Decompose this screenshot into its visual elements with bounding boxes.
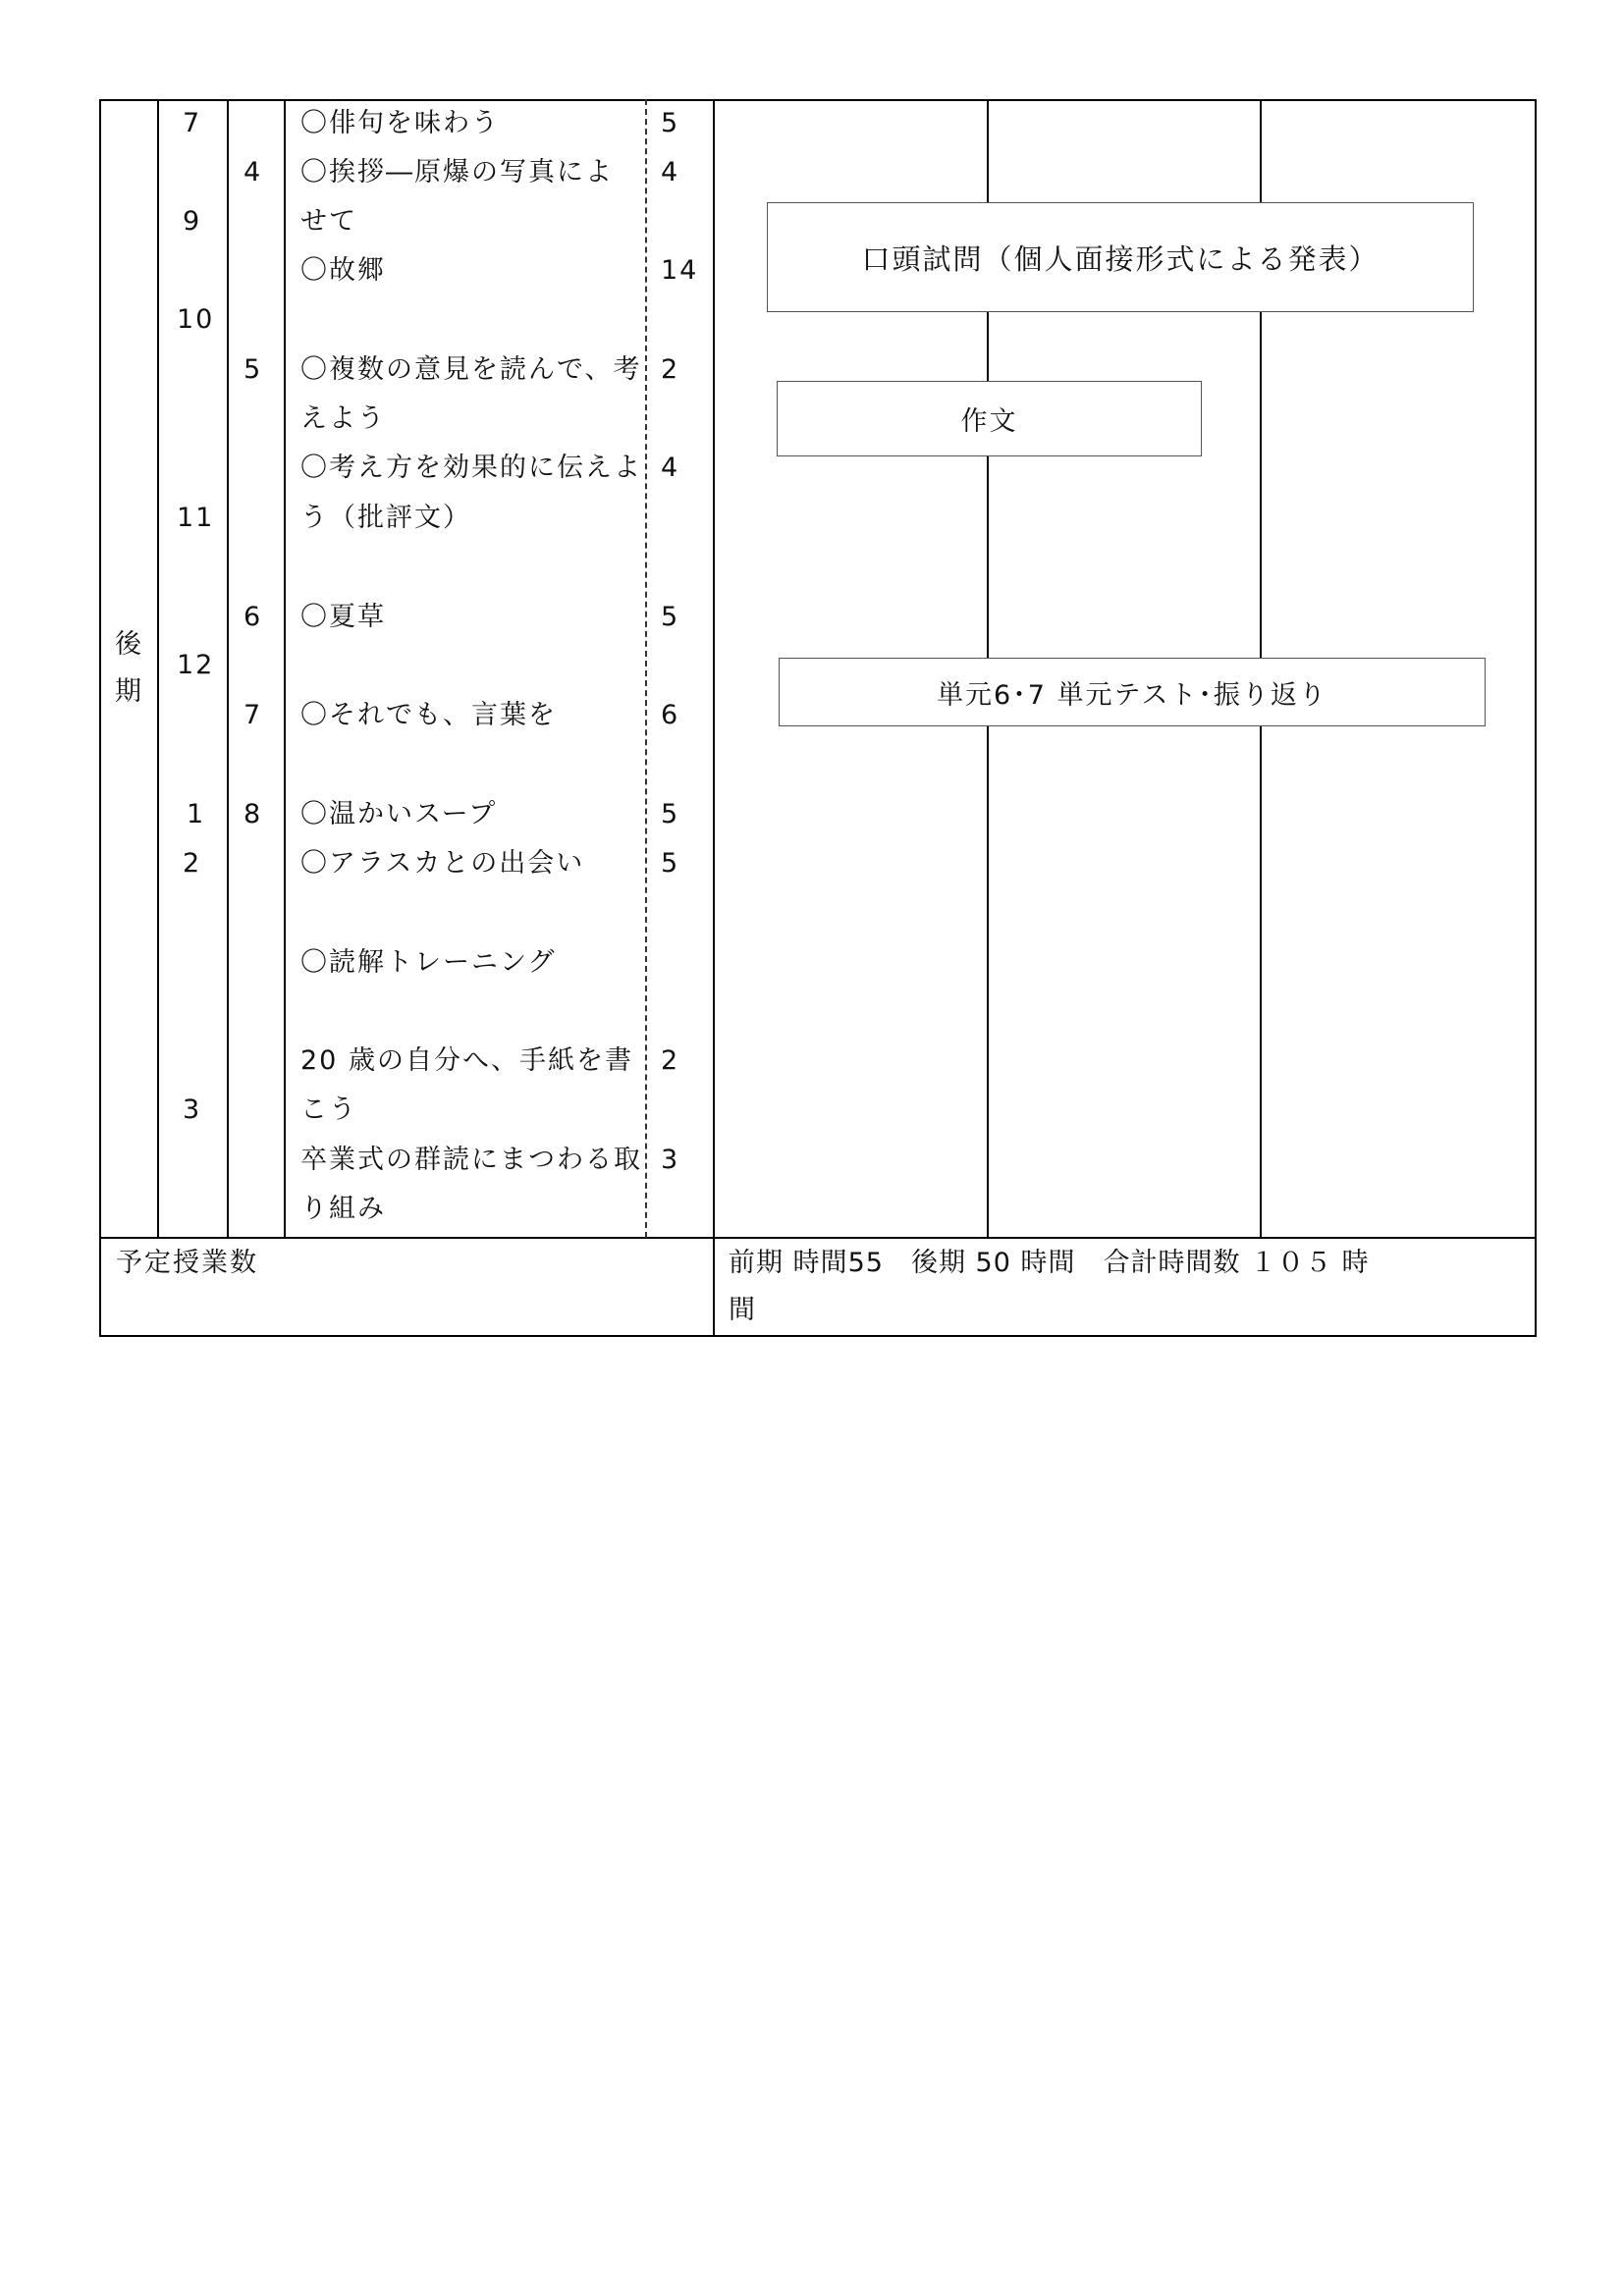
col-sep-term (157, 99, 159, 1238)
lesson-title: せて (300, 206, 357, 237)
lesson-title: 〇それでも、言葉を (300, 700, 557, 730)
lesson-title: 〇アラスカとの出会い (300, 848, 585, 879)
month-cell: 7 (183, 108, 202, 138)
month-cell: 12 (177, 650, 215, 680)
term-label-char-1: 後 (115, 629, 143, 660)
month-cell: 2 (183, 848, 202, 879)
lesson-title: 〇挨拶―原爆の写真によ (300, 157, 614, 187)
unit-number-cell: 7 (244, 700, 263, 730)
footer-label: 予定授業数 (116, 1248, 258, 1278)
lesson-title: 〇故郷 (300, 255, 386, 286)
month-cell: 1 (187, 799, 206, 829)
lesson-hours: 5 (661, 848, 680, 879)
unit-number-cell: 8 (244, 799, 263, 829)
essay-box: 作文 (777, 381, 1202, 456)
col-sep-hours (713, 99, 715, 1337)
lesson-title: り組み (300, 1194, 386, 1224)
lesson-hours: 2 (661, 354, 680, 385)
footer-summary-line-2: 間 (729, 1295, 757, 1325)
lesson-title: 〇考え方を効果的に伝えよ (300, 453, 642, 483)
lesson-title: 卒業式の群読にまつわる取 (300, 1145, 642, 1175)
lesson-hours: 6 (661, 700, 680, 730)
lesson-title: こう (300, 1095, 357, 1125)
lesson-title: えよう (300, 403, 386, 434)
table-bottom-border (99, 1335, 1537, 1337)
unit-number-cell: 5 (244, 354, 263, 385)
table-right-border (1535, 99, 1537, 1337)
lesson-hours: 14 (661, 255, 699, 286)
lesson-title: 〇俳句を味わう (300, 108, 500, 138)
month-cell: 9 (183, 206, 202, 237)
col-sep-content-dashed (645, 99, 647, 1238)
lesson-hours: 3 (661, 1145, 680, 1175)
lesson-title: 〇読解トレーニング (300, 947, 557, 978)
lesson-title: 〇複数の意見を読んで、考 (300, 354, 642, 385)
lesson-hours: 4 (661, 453, 680, 483)
oral-exam-box: 口頭試問（個人面接形式による発表） (767, 202, 1474, 312)
footer-summary-line-1: 前期 時間55 後期 50 時間 合計時間数 １０５ 時 (729, 1248, 1370, 1278)
lesson-title: 〇夏草 (300, 602, 386, 632)
lesson-title: 20 歳の自分へ、手紙を書 (300, 1045, 633, 1076)
lesson-hours: 5 (661, 602, 680, 632)
term-label-char-2: 期 (115, 676, 143, 707)
lesson-hours: 4 (661, 157, 680, 187)
col-sep-month (227, 99, 229, 1238)
lesson-title: 〇温かいスープ (300, 799, 498, 829)
unit-test-box: 単元6･7 単元テスト･振り返り (779, 658, 1486, 726)
col-sep-unit (284, 99, 286, 1238)
unit-number-cell: 6 (244, 602, 263, 632)
lesson-title: う（批評文） (300, 503, 471, 533)
lesson-hours: 5 (661, 799, 680, 829)
month-cell: 3 (183, 1095, 202, 1125)
table-left-border (99, 99, 101, 1337)
month-cell: 10 (177, 304, 215, 335)
lesson-hours: 2 (661, 1045, 680, 1076)
unit-number-cell: 4 (244, 157, 263, 187)
month-cell: 11 (177, 503, 215, 533)
lesson-hours: 5 (661, 108, 680, 138)
